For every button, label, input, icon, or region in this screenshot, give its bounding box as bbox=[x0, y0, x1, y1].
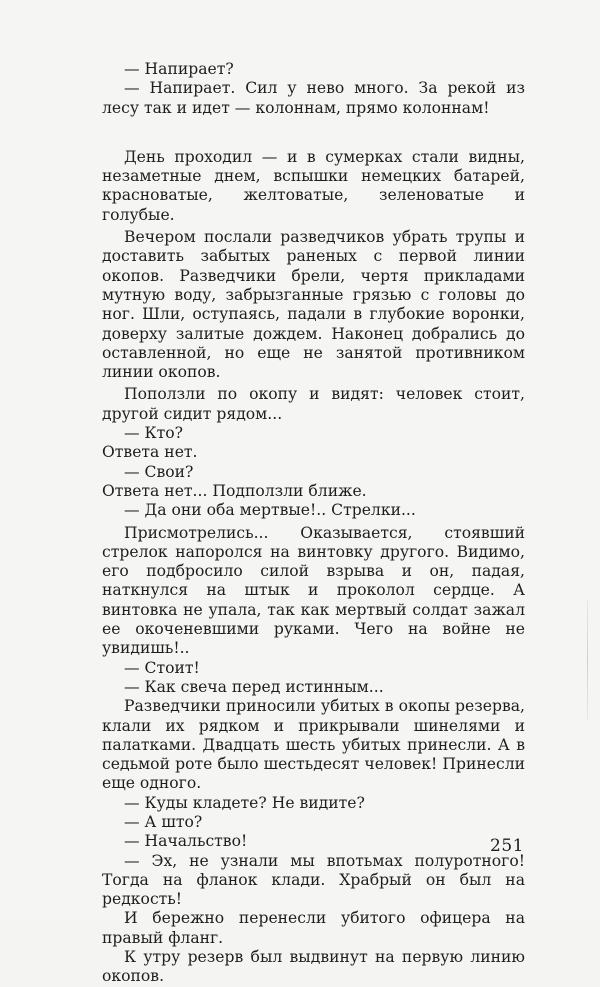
dialogue-line: — Куды кладете? Не видите? bbox=[124, 793, 365, 812]
dialogue-line: — А што? bbox=[124, 812, 203, 831]
dialogue-line: — Начальство! bbox=[124, 832, 248, 851]
dialogue-line: — Стоит! bbox=[124, 658, 200, 677]
paragraph: Поползли по окопу и видят: человек стоит, другой сидит рядом... bbox=[102, 385, 525, 423]
section-break bbox=[102, 118, 525, 148]
paragraph: Ответа нет... Подползли ближе. bbox=[102, 481, 367, 500]
dialogue-line: — Как свеча перед истинным... bbox=[124, 677, 384, 696]
dialogue-line: — Свои? bbox=[124, 462, 194, 481]
page-text bbox=[102, 60, 525, 987]
page-edge-shadow bbox=[587, 600, 588, 720]
page-number: 251 bbox=[490, 836, 524, 856]
paragraph: Разведчики приносили убитых в окопы резерва, клали их рядком и прикрывали шинелями и палатками. Двадцать шесть убитых принесли. А в седьмой роте было шестьдесят человек! Принесли еще одного. bbox=[102, 697, 525, 793]
dialogue-line: — Кто? bbox=[124, 424, 183, 443]
dialogue-line: — Напирает. Сил у нево много. За рекой из лесу так и идет — колоннам, прямо колоннам! bbox=[102, 79, 525, 117]
dialogue-line: — Эх, не узнали мы впотьмах полуротного! Тогда на фланок клади. Храбрый он был на редкость! bbox=[102, 851, 525, 909]
paragraph: К утру резерв был выдвинут на первую линию окопов. bbox=[102, 948, 525, 986]
paragraph: День проходил — и в сумерках стали видны, незаметные днем, вспышки немецких батарей, красноватые, желтоватые, зеленоватые и голубые. bbox=[102, 147, 525, 224]
paragraph: Ответа нет. bbox=[102, 443, 198, 462]
dialogue-line: — Напирает? bbox=[124, 60, 234, 78]
paragraph: Вечером послали разведчиков убрать трупы и доставить забытых раненых с первой линии окопов. Разведчики брели, чертя прикладами мутную воду, забрызганные грязью с головы до ног. Шли, оступаясь, падали в глубокие воронки, доверху залитые дождем. Наконец добрались до оставленной, но еще не занятой противником линии окопов. bbox=[102, 228, 525, 382]
paragraph: И бережно перенесли убитого офицера на правый фланг. bbox=[102, 909, 525, 947]
paragraph: Присмотрелись... Оказывается, стоявший стрелок напоролся на винтовку другого. Видимо, его подбросило силой взрыва и он, падая, наткнулся на штык и проколол сердце. А винтовка не упала, так как мертвый солдат зажал ее окоченевшими руками. Чего на войне не увидишь!.. bbox=[102, 523, 525, 658]
dialogue-line: — Да они оба мертвые!.. Стрелки... bbox=[124, 501, 416, 520]
